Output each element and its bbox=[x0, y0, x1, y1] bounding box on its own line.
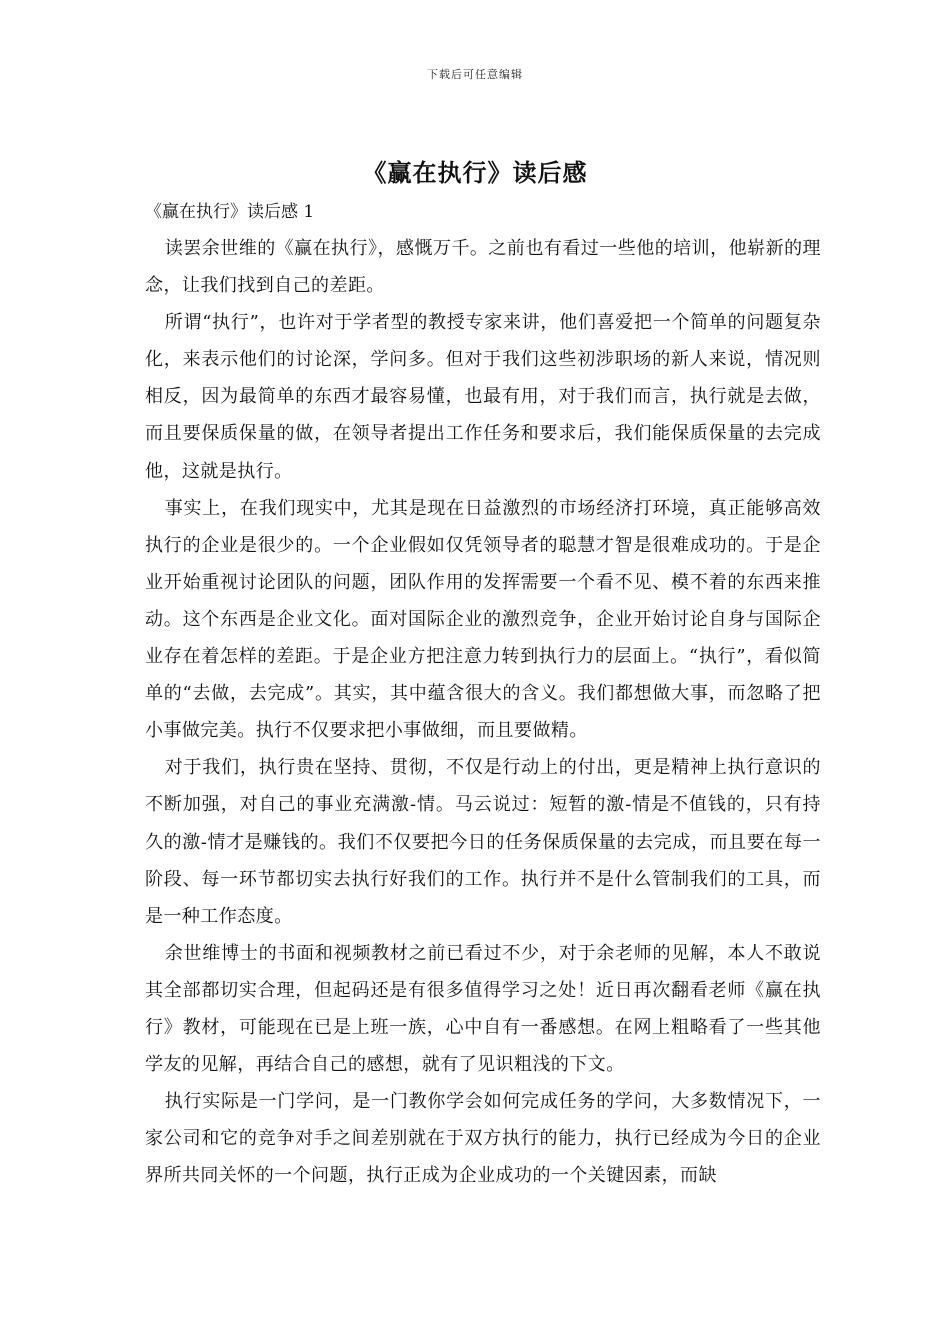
body-paragraph: 余世维博士的书面和视频教材之前已看过不少，对于余老师的见解，本人不敢说其全部都切实合理，但起码还是有很多值得学习之处！近日再次翻看老师《赢在执行》教材，可能现在已是上班一族，心中自有一番感想。在网上粗略看了一些其他学友的见解，再结合自己的感想，就有了见识粗浅的下文。 bbox=[145, 942, 821, 1076]
body-paragraph: 所谓“执行”，也许对于学者型的教授专家来讲，他们喜爱把一个简单的问题复杂化，来表示他们的讨论深，学问多。但对于我们这些初涉职场的新人来说，情况则相反，因为最简单的东西才最容易懂，也最有用，对于我们而言，执行就是去做，而且要保质保量的做，在领导者提出工作任务和要求后，我们能保质保量的去完成他，这就是执行。 bbox=[145, 312, 821, 482]
body-paragraph: 读罢余世维的《赢在执行》，感慨万千。之前也有看过一些他的培训，他崭新的理念，让我们找到自己的差距。 bbox=[145, 238, 821, 297]
body-paragraph: 执行实际是一门学问，是一门教你学会如何完成任务的学问，大多数情况下，一家公司和它的竞争对手之间差别就在于双方执行的能力，执行已经成为今日的企业界所共同关怀的一个问题，执行正成为企业成功的一个关键因素，而缺 bbox=[145, 1091, 821, 1187]
body-paragraph: 对于我们，执行贵在坚持、贯彻，不仅是行动上的付出，更是精神上执行意识的不断加强，对自己的事业充满激-情。马云说过：短暂的激-情是不值钱的，只有持久的激-情才是赚钱的。我们不仅要把今日的任务保质保量的去完成，而且要在每一阶段、每一环节都切实去执行好我们的工作。执行并不是什么管制我们的工具，而是一种工作态度。 bbox=[145, 757, 821, 927]
document-title: 《赢在执行》读后感 bbox=[362, 158, 588, 187]
page-header-note: 下载后可任意编辑 bbox=[427, 68, 523, 81]
document-body bbox=[145, 198, 821, 1194]
section-subheading: 《赢在执行》读后感 1 bbox=[145, 202, 315, 222]
body-paragraph: 事实上，在我们现实中，尤其是现在日益激烈的市场经济打环境，真正能够高效执行的企业是很少的。一个企业假如仅凭领导者的聪慧才智是很难成功的。于是企业开始重视讨论团队的问题，团队作用的发挥需要一个看不见、模不着的东西来推动。这个东西是企业文化。面对国际企业的激烈竞争，企业开始讨论自身与国际企业存在着怎样的差距。于是企业方把注意力转到执行力的层面上。“执行”，看似简单的“去做，去完成”。其实，其中蕴含很大的含义。我们都想做大事，而忽略了把小事做完美。执行不仅要求把小事做细，而且要做精。 bbox=[145, 497, 821, 742]
